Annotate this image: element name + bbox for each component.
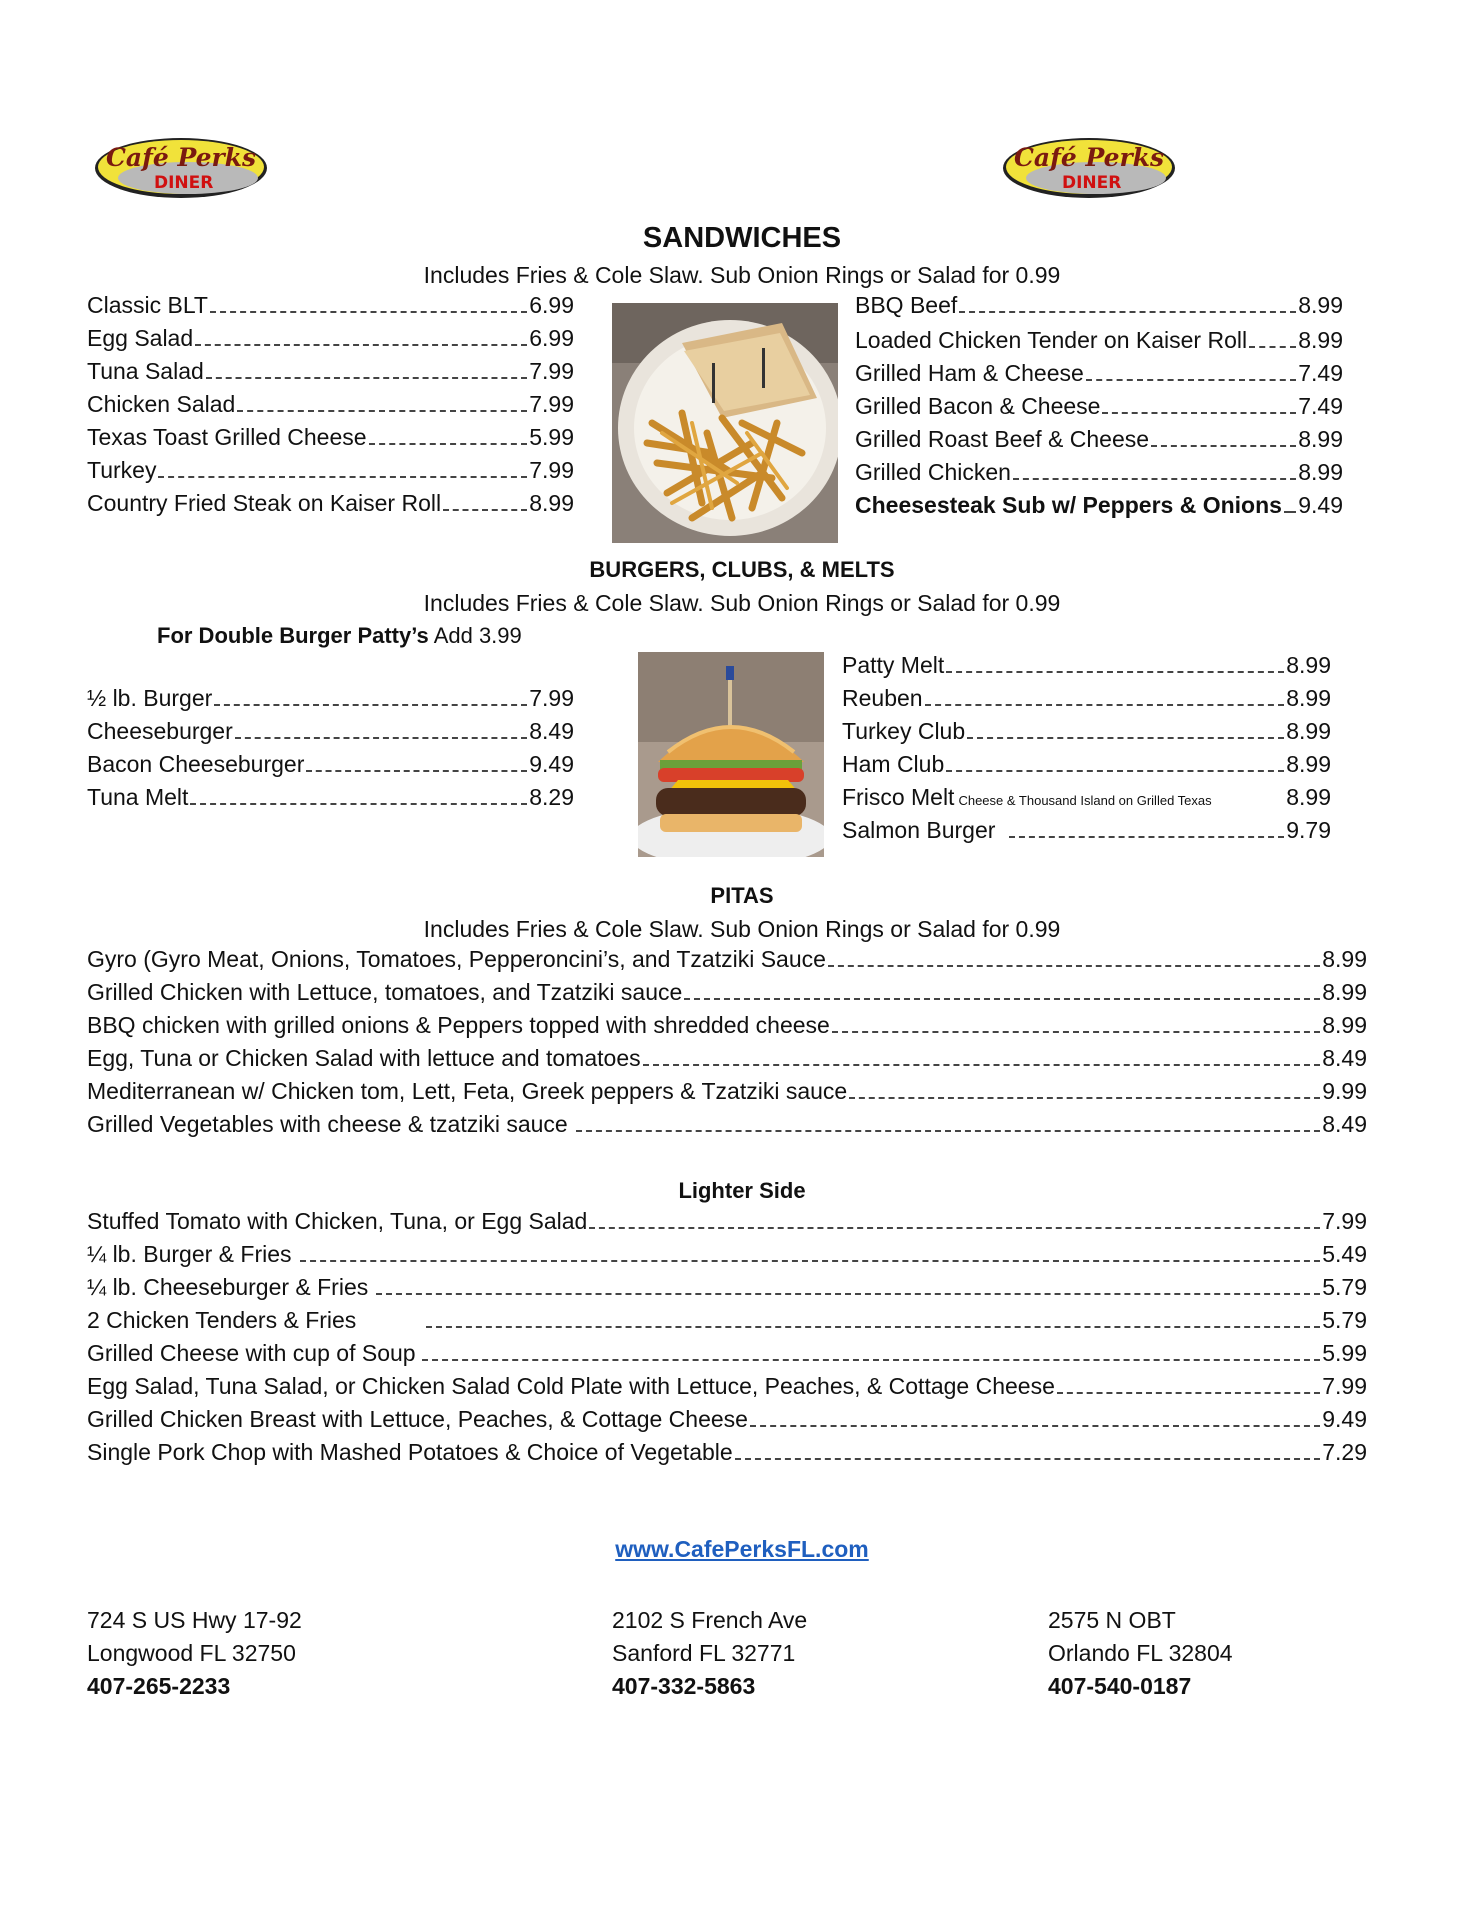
menu-item: Country Fried Steak on Kaiser Roll 8.99 [87,490,574,516]
location-phone: 407-265-2233 [87,1673,231,1699]
menu-item: ¼ lb. Cheeseburger & Fries 5.79 [87,1274,1367,1300]
menu-item: Single Pork Chop with Mashed Potatoes & Choice of Vegetable 7.29 [87,1439,1367,1465]
location-city: Orlando FL 32804 [1048,1640,1233,1666]
location-phone: 407-332-5863 [612,1673,756,1699]
lighter-title: Lighter Side [678,1178,806,1203]
menu-item: Grilled Roast Beef & Cheese 8.99 [855,426,1343,452]
pitas-subtitle: Includes Fries & Cole Slaw. Sub Onion Rings or Salad for 0.99 [423,916,1061,942]
menu-item: Mediterranean w/ Chicken tom, Lett, Feta, Greek peppers & Tzatziki sauce 9.99 [87,1078,1367,1104]
sandwiches-title: SANDWICHES [642,222,842,254]
menu-item: 2 Chicken Tenders & Fries 5.79 [87,1307,1367,1333]
menu-item: Tuna Salad 7.99 [87,358,574,384]
menu-item: Grilled Cheese with cup of Soup 5.99 [87,1340,1367,1366]
menu-item: Patty Melt 8.99 [842,652,1331,678]
menu-item: Chicken Salad 7.99 [87,391,574,417]
menu-item: Reuben 8.99 [842,685,1331,711]
pitas-list [87,946,1367,1143]
menu-item: Grilled Chicken with Lettuce, tomatoes, and Tzatziki sauce 8.99 [87,979,1367,1005]
sandwich-fries-photo [612,303,838,543]
logo-right [1000,132,1178,202]
website-line [0,1536,1484,1563]
double-patty-price: Add 3.99 [433,623,522,648]
logo-text-cafe: Café Perks [106,143,257,172]
menu-item: Grilled Vegetables with cheese & tzatziki sauce 8.49 [87,1111,1367,1137]
location-longwood [87,1604,302,1703]
menu-item: ¼ lb. Burger & Fries 5.49 [87,1241,1367,1267]
sandwiches-subtitle: Includes Fries & Cole Slaw. Sub Onion Rings or Salad for 0.99 [423,262,1061,288]
location-orlando [1048,1604,1233,1703]
menu-item: Egg Salad 6.99 [87,325,574,351]
menu-item: Grilled Chicken Breast with Lettuce, Peaches, & Cottage Cheese 9.49 [87,1406,1367,1432]
location-street: 2102 S French Ave [612,1607,808,1633]
menu-item: Grilled Chicken 8.99 [855,459,1343,485]
sandwiches-left-list [87,292,574,523]
lighter-list [87,1208,1367,1471]
location-city: Longwood FL 32750 [87,1640,296,1666]
menu-item: Grilled Ham & Cheese 7.49 [855,360,1343,386]
menu-item: Gyro (Gyro Meat, Onions, Tomatoes, Pepperoncini’s, and Tzatziki Sauce 8.99 [87,946,1367,972]
logo-text-diner: DINER [154,173,214,193]
pitas-title: PITAS [710,883,774,908]
menu-item: ½ lb. Burger 7.99 [87,685,574,711]
menu-item: Stuffed Tomato with Chicken, Tuna, or Egg Salad 7.99 [87,1208,1367,1234]
logo-text-diner: DINER [1062,173,1122,193]
website-link[interactable]: www.CafePerksFL.com [615,1536,869,1562]
logo-text-cafe: Café Perks [1014,143,1165,172]
menu-item: Salmon Burger 9.79 [842,817,1331,843]
burgers-subtitle: Includes Fries & Cole Slaw. Sub Onion Rings or Salad for 0.99 [423,590,1061,616]
cafe-perks-logo [1000,132,1178,202]
location-city: Sanford FL 32771 [612,1640,796,1666]
menu-item-note: Cheese & Thousand Island on Grilled Texas [958,793,1212,808]
menu-item: Bacon Cheeseburger 9.49 [87,751,574,777]
menu-item: Texas Toast Grilled Cheese 5.99 [87,424,574,450]
logo-left [92,132,270,202]
location-street: 2575 N OBT [1048,1607,1176,1633]
location-street: 724 S US Hwy 17-92 [87,1607,302,1633]
burgers-left-list [87,685,574,816]
menu-item: Loaded Chicken Tender on Kaiser Roll 8.99 [855,327,1343,353]
cafe-perks-logo [92,132,270,202]
menu-item: Cheesesteak Sub w/ Peppers & Onions 9.49 [855,492,1343,518]
double-patty-label: For Double Burger Patty’s [157,623,429,648]
menu-item: Egg Salad, Tuna Salad, or Chicken Salad Cold Plate with Lettuce, Peaches, & Cottage Cheese 7.99 [87,1373,1367,1399]
menu-item: Tuna Melt 8.29 [87,784,574,810]
menu-item: Grilled Bacon & Cheese 7.49 [855,393,1343,419]
menu-item: Ham Club 8.99 [842,751,1331,777]
menu-item: Turkey Club 8.99 [842,718,1331,744]
double-patty-note [157,623,522,649]
menu-item: BBQ Beef 8.99 [855,292,1343,318]
location-sanford [612,1604,807,1703]
burger-photo [638,652,824,857]
location-phone: 407-540-0187 [1048,1673,1192,1699]
menu-item: Egg, Tuna or Chicken Salad with lettuce and tomatoes 8.49 [87,1045,1367,1071]
burgers-title: BURGERS, CLUBS, & MELTS [589,557,895,582]
menu-item: Turkey 7.99 [87,457,574,483]
menu-item: BBQ chicken with grilled onions & Peppers topped with shredded cheese 8.99 [87,1012,1367,1038]
menu-item: Classic BLT 6.99 [87,292,574,318]
sandwiches-right-list [855,292,1343,524]
burgers-right-list [842,652,1331,849]
menu-item: Cheeseburger 8.49 [87,718,574,744]
menu-item: Frisco Melt Cheese & Thousand Island on Grilled Texas 8.99 [842,784,1331,810]
